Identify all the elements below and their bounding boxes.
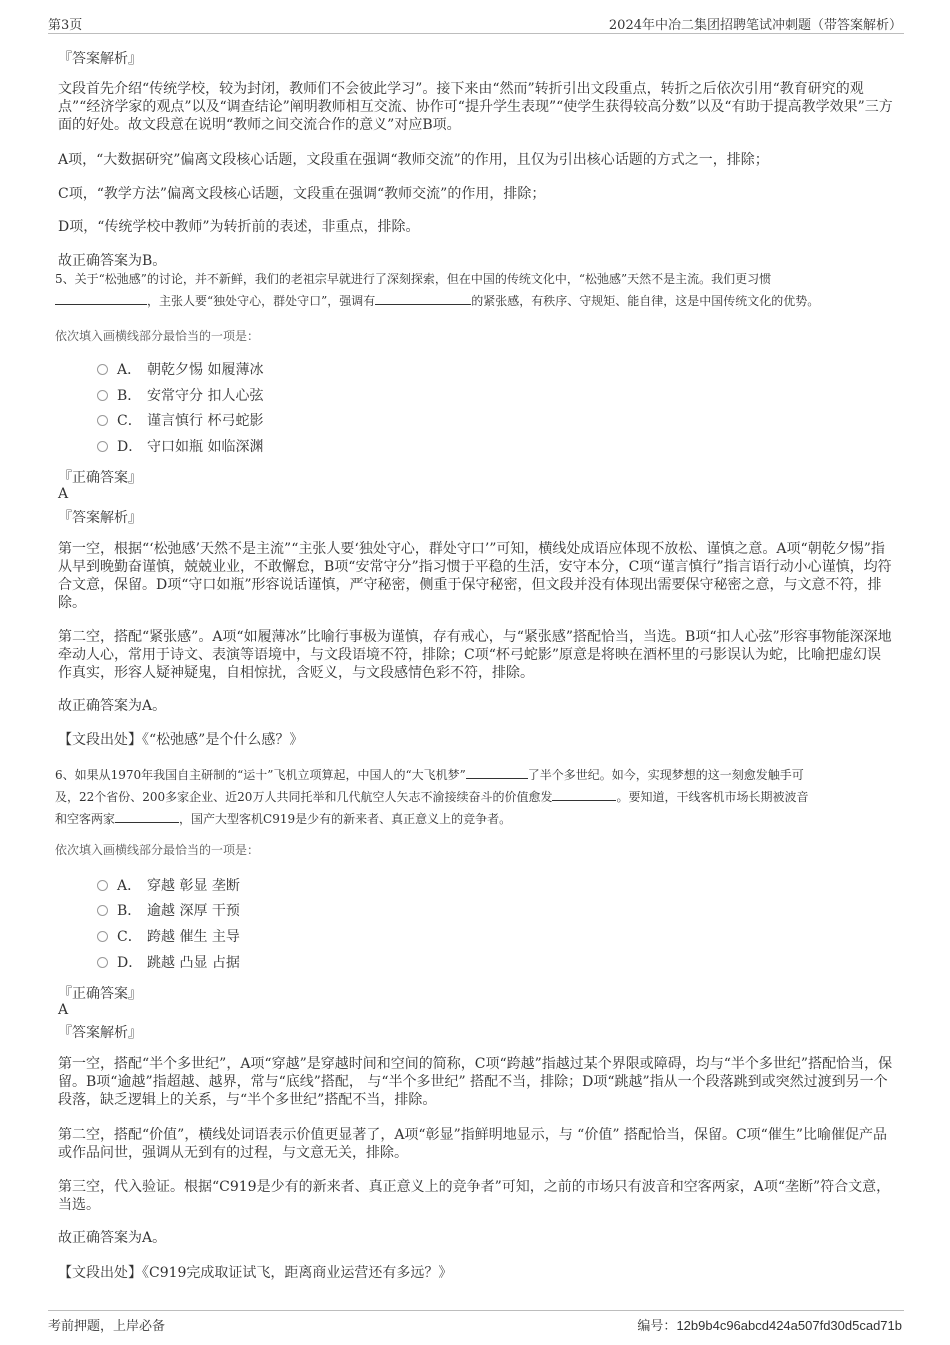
- question-stem: 5、关于“松弛感”的讨论，并不新鲜，我们的老祖宗早就进行了深刻探索，但在中国的传统文化中，“松弛感”天然不是主流。我们更习惯 ，主张人要“独处守心，群处守口”，强调有 的紧张感，有秩序、守规矩、能自律，这是中国传统文化的优势。: [55, 272, 820, 308]
- document-id: 编号：12b9b4c96abcd424a507fd30d5cad71b: [637, 1318, 902, 1334]
- radio-button[interactable]: [97, 880, 108, 891]
- analysis-paragraph: 第一空，根据“‘松弛感’天然不是主流”“主张人要‘独处守心，群处守口’”可知，横线处成语应体现不放松、谨慎之意。A项“朝乾夕惕”指从早到晚勤奋谨慎，兢兢业业，不敢懈怠，B项“安常守分”指习惯于平稳的生活，安守本分，C项“谨言慎行”指言语行动小心谨慎，均符合文意，保留。D项“守口如瓶”形容说话谨慎，严守秘密，侧重于保守秘密，但文段并没有体现出需要保守秘密之意，与文意不符，排除。: [58, 541, 892, 611]
- radio-button[interactable]: [97, 905, 108, 916]
- footer-slogan: 考前押题，上岸必备: [48, 1319, 166, 1334]
- option-a[interactable]: A． 穿越 彰显 垄断: [97, 876, 240, 896]
- fill-blank: [552, 788, 616, 801]
- radio-button[interactable]: [97, 931, 108, 942]
- option-c[interactable]: C． 谨言慎行 杯弓蛇影: [97, 411, 263, 431]
- analysis-paragraph: 第二空，搭配“紧张感”。A项“如履薄冰”比喻行事极为谨慎，存有戒心，与“紧张感”搭配恰当，当选。B项“扣人心弦”形容事物能深深地牵动人心，常用于诗文、表演等语境中，与文段语境不符，排除；C项“杯弓蛇影”原意是将映在酒杯里的弓影误认为蛇，比喻把虚幻误作真实，形容人疑神疑鬼，自相惊扰，含贬义，与文段感情色彩不符，排除。: [58, 629, 892, 681]
- radio-button[interactable]: [97, 390, 108, 401]
- correct-answer-tag: 『正确答案』: [58, 986, 142, 1002]
- source-citation: 【文段出处】《“松弛感”是个什么感？》: [58, 732, 304, 748]
- option-a[interactable]: A． 朝乾夕惕 如履薄冰: [97, 360, 263, 380]
- fill-blank: [55, 292, 147, 305]
- question-stem: 6、如果从1970年我国自主研制的“运十”飞机立项算起，中国人的“大飞机梦” 了半个多世纪。如今，实现梦想的这一刻愈发触手可 及，22个省份、200多家企业、近20万人共同托举和几代航空人矢志不渝接续奋斗的价值愈发 。要知道，干线客机市场长期被波音 和空客两家 ，国产大型客机C919是少有的新来者、真正意义上的竞争者。: [55, 768, 809, 826]
- source-citation: 【文段出处】《C919完成取证试飞，距离商业运营还有多远？》: [58, 1265, 453, 1281]
- analysis-paragraph: 文段首先介绍“传统学校，较为封闭，教师们不会彼此学习”。接下来由“然而”转折引出文段重点，转折之后依次引用“教育研究的观点”“经济学家的观点”以及“调查结论”阐明教师相互交流、协作可“提升学生表现”“使学生获得较高分数”以及“有助于提高教学效果”三方面的好处。故文段意在说明“教师之间交流合作的意义”对应B项。: [58, 81, 893, 133]
- option-c[interactable]: C． 跨越 催生 主导: [97, 927, 240, 947]
- analysis-tag: 『答案解析』: [58, 51, 142, 67]
- analysis-paragraph: 第二空，搭配“价值”，横线处词语表示价值更显著了，A项“彰显”指鲜明地显示，与 “价值” 搭配恰当，保留。C项“催生”比喻催促产品或作品问世，强调从无到有的过程，与文意无关，排除。: [58, 1127, 887, 1161]
- radio-button[interactable]: [97, 364, 108, 375]
- analysis-tag: 『答案解析』: [58, 1025, 142, 1041]
- analysis-tag: 『答案解析』: [58, 510, 142, 526]
- analysis-paragraph: 第一空，搭配“半个多世纪”，A项“穿越”是穿越时间和空间的简称，C项“跨越”指越过某个界限或障碍，均与“半个多世纪”搭配恰当，保留。B项“逾越”指超越、越界，常与“底线”搭配， 与“半个多世纪” 搭配不当，排除；D项“跳越”指从一个段落跳到或突然过渡到另一个段落，缺乏逻辑上的关系，与“半个多世纪”搭配不当，排除。: [58, 1056, 893, 1108]
- question-hint: 依次填入画横线部分最恰当的一项是：: [55, 843, 260, 857]
- option-b[interactable]: B． 安常守分 扣人心弦: [97, 386, 263, 406]
- page-number: 第3页: [48, 18, 83, 33]
- analysis-paragraph: 第三空，代入验证。根据“C919是少有的新来者、真正意义上的竞争者”可知，之前的市场只有波音和空客两家，A项“垄断”符合文意，当选。: [58, 1179, 891, 1213]
- radio-button[interactable]: [97, 957, 108, 968]
- footer-divider: [48, 1310, 904, 1311]
- option-b[interactable]: B． 逾越 深厚 干预: [97, 901, 240, 921]
- correct-answer: A: [58, 486, 69, 502]
- fill-blank: [115, 810, 179, 823]
- analysis-paragraph: A项，“大数据研究”偏离文段核心话题，文段重在强调“教师交流”的作用，且仅为引出核心话题的方式之一，排除；: [58, 152, 769, 168]
- question-hint: 依次填入画横线部分最恰当的一项是：: [55, 329, 260, 343]
- document-title: 2024年中冶二集团招聘笔试冲刺题（带答案解析）: [608, 18, 902, 33]
- analysis-paragraph: C项，“教学方法”偏离文段核心话题，文段重在强调“教师交流”的作用，排除；: [58, 186, 546, 202]
- header-divider: [48, 33, 904, 34]
- correct-answer-tag: 『正确答案』: [58, 470, 142, 486]
- analysis-conclusion: 故正确答案为B。: [58, 253, 167, 269]
- option-d[interactable]: D． 跳越 凸显 占据: [97, 953, 240, 973]
- analysis-paragraph: D项，“传统学校中教师”为转折前的表述，非重点，排除。: [58, 219, 420, 235]
- analysis-conclusion: 故正确答案为A。: [58, 698, 167, 714]
- radio-button[interactable]: [97, 415, 108, 426]
- correct-answer: A: [58, 1002, 69, 1018]
- fill-blank: [375, 292, 471, 305]
- radio-button[interactable]: [97, 441, 108, 452]
- option-d[interactable]: D． 守口如瓶 如临深渊: [97, 437, 263, 457]
- analysis-conclusion: 故正确答案为A。: [58, 1230, 167, 1246]
- fill-blank: [466, 766, 528, 779]
